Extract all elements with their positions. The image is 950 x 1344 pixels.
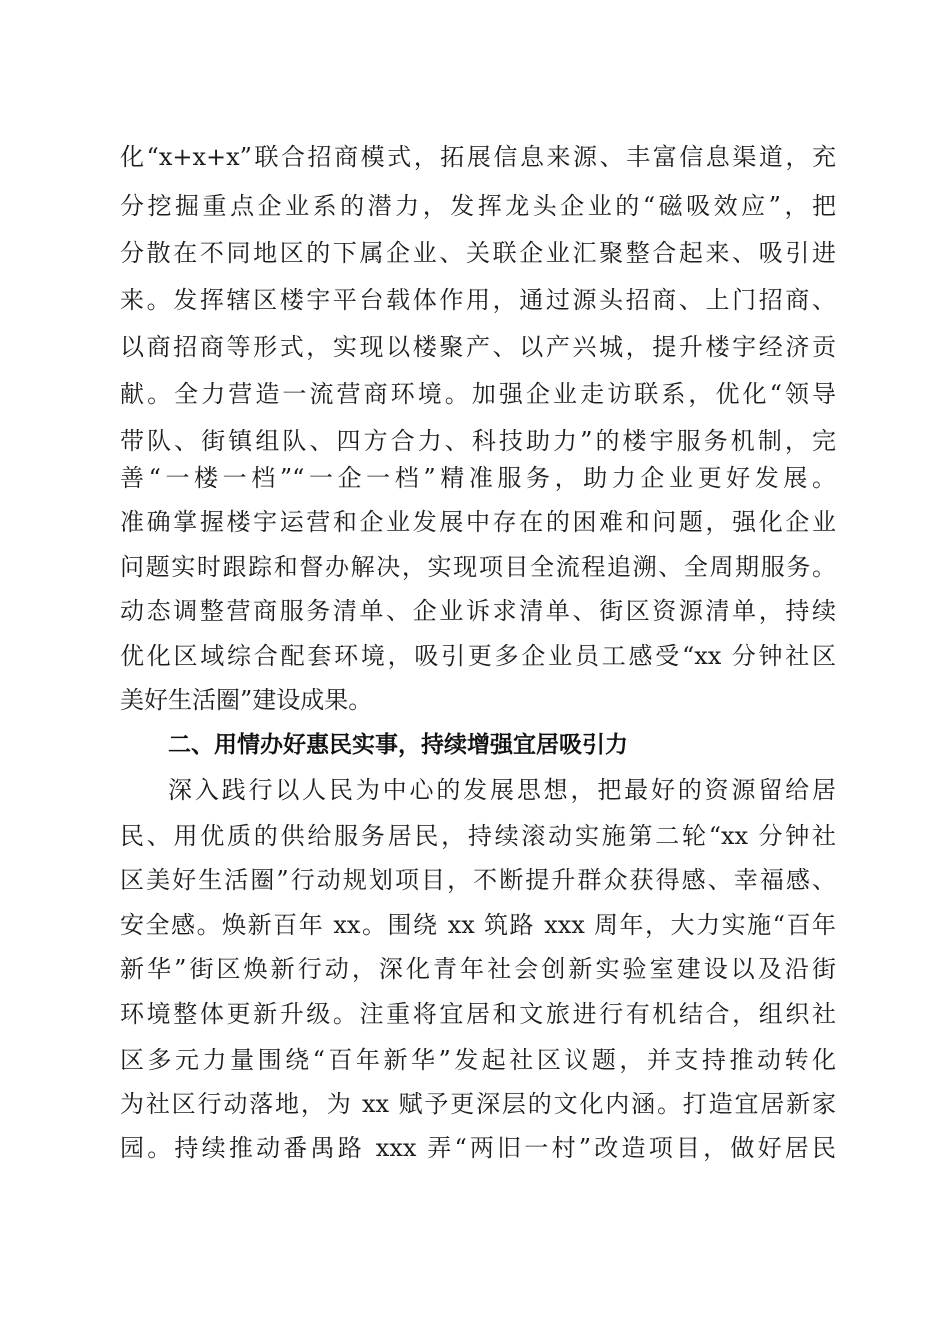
paragraph-line: 动态调整营商服务清单、企业诉求清单、街区资源清单，持续 xyxy=(120,597,836,625)
paragraph-line: 带队、街镇组队、四方合力、科技助力”的楼宇服务机制，完 xyxy=(120,427,836,455)
paragraph-line: 美好生活圈”建设成果。 xyxy=(120,686,373,714)
paragraph-line: 来。发挥辖区楼宇平台载体作用，通过源头招商、上门招商、 xyxy=(120,286,836,314)
paragraph-line: 分挖掘重点企业系的潜力，发挥龙头企业的“磁吸效应”，把 xyxy=(120,192,836,220)
paragraph-line: 优化区域综合配套环境，吸引更多企业员工感受“xx 分钟社区 xyxy=(120,642,836,670)
section-heading: 二、用情办好惠民实事，持续增强宜居吸引力 xyxy=(168,732,628,758)
paragraph-line: 区多元力量围绕“百年新华”发起社区议题，并支持推动转化 xyxy=(120,1046,836,1074)
paragraph-line: 区美好生活圈”行动规划项目，不断提升群众获得感、幸福感、 xyxy=(120,866,836,894)
paragraph-line: 善“一楼一档”“一企一档”精准服务，助力企业更好发展。 xyxy=(120,464,836,492)
paragraph-line: 献。全力营造一流营商环境。加强企业走访联系，优化“领导 xyxy=(120,380,836,408)
paragraph-line: 准确掌握楼宇运营和企业发展中存在的困难和问题，强化企业 xyxy=(120,508,836,536)
paragraph-line: 安全感。焕新百年 xx。围绕 xx 筑路 xxx 周年，大力实施“百年 xyxy=(120,911,836,939)
paragraph-line: 园。持续推动番禺路 xxx 弄“两旧一村”改造项目，做好居民 xyxy=(120,1134,836,1162)
paragraph-line: 新华”街区焕新行动，深化青年社会创新实验室建设以及沿街 xyxy=(120,955,836,983)
paragraph-line: 环境整体更新升级。注重将宜居和文旅进行有机结合，组织社 xyxy=(120,1000,836,1028)
paragraph-line: 问题实时跟踪和督办解决，实现项目全流程追溯、全周期服务。 xyxy=(120,553,836,581)
paragraph-line: 民、用优质的供给服务居民，持续滚动实施第二轮“xx 分钟社 xyxy=(120,822,836,850)
paragraph-line: 以商招商等形式，实现以楼聚产、以产兴城，提升楼宇经济贡 xyxy=(120,333,836,361)
paragraph-line: 为社区行动落地，为 xx 赋予更深层的文化内涵。打造宜居新家 xyxy=(120,1090,836,1118)
paragraph-line: 化“x+x+x”联合招商模式，拓展信息来源、丰富信息渠道，充 xyxy=(120,143,836,171)
paragraph-line: 深入践行以人民为中心的发展思想，把最好的资源留给居 xyxy=(168,776,836,804)
paragraph-line: 分散在不同地区的下属企业、关联企业汇聚整合起来、吸引进 xyxy=(120,239,836,267)
